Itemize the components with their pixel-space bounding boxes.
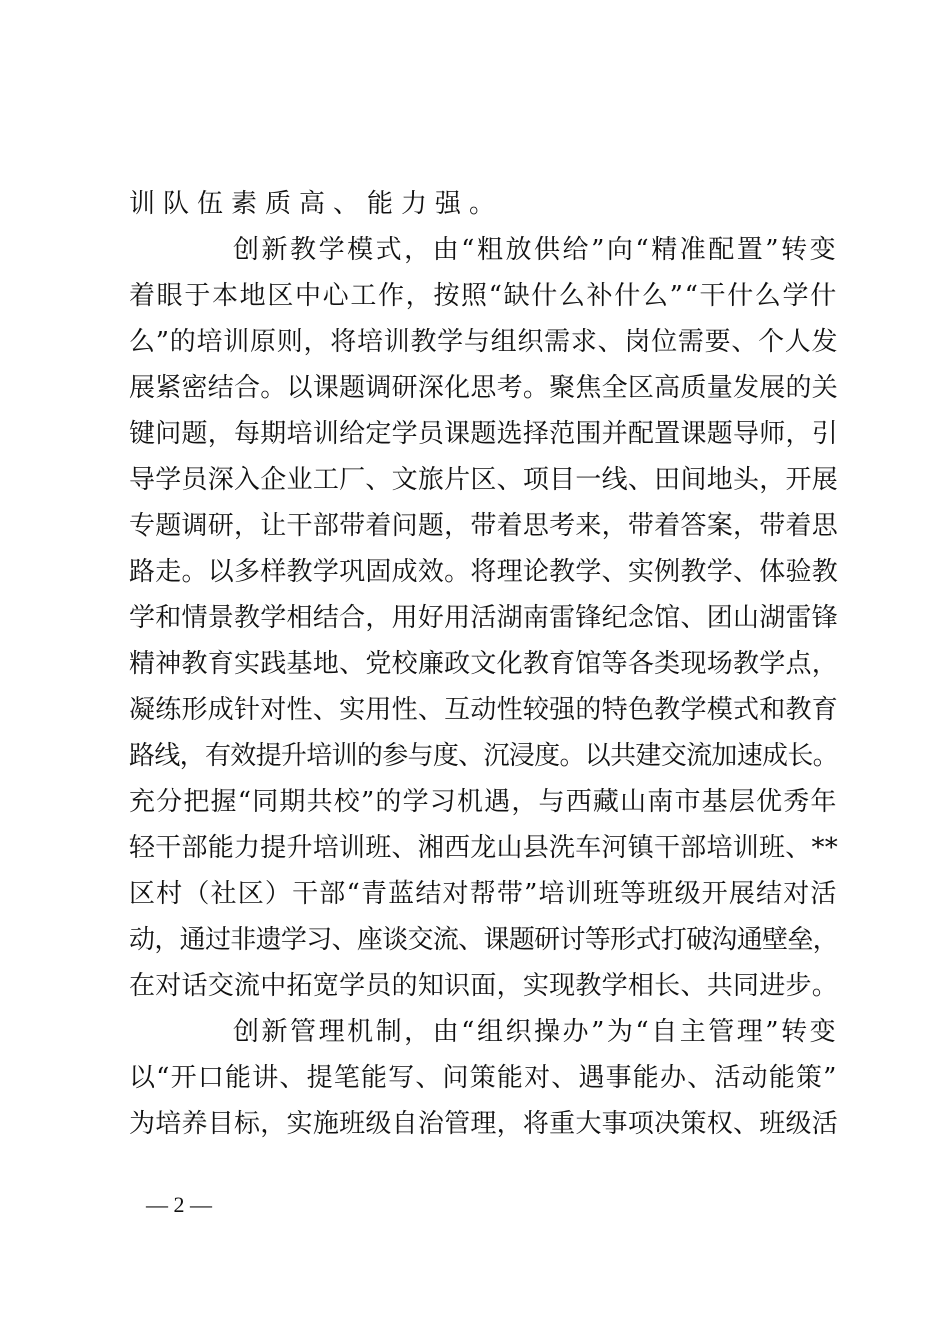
text-line: 么”的培训原则，将培训教学与组织需求、岗位需要、个人发 [129, 327, 839, 357]
text-line: 路走。以多样教学巩固成效。将理论教学、实例教学、体验教 [129, 557, 839, 587]
text-line: 专题调研，让干部带着问题，带着思考来，带着答案，带着思 [129, 511, 839, 541]
text-line: 区村（社区）干部“青蓝结对帮带”培训班等班级开展结对活 [129, 879, 838, 909]
text-line: 导学员深入企业工厂、文旅片区、项目一线、田间地头，开展 [129, 465, 839, 495]
text-line: 展紧密结合。以课题调研深化思考。聚焦全区高质量发展的关 [129, 373, 839, 403]
text-line: 键问题，每期培训给定学员课题选择范围并配置课题导师，引 [129, 419, 839, 449]
text-line: 路线，有效提升培训的参与度、沉浸度。以共建交流加速成长。 [129, 741, 839, 771]
page-number: — 2 — [146, 1192, 212, 1217]
text-line: 学和情景教学相结合，用好用活湖南雷锋纪念馆、团山湖雷锋 [129, 603, 839, 633]
text-line: 着眼于本地区中心工作，按照“缺什么补什么”“干什么学什 [129, 281, 838, 311]
text-line: 以“开口能讲、提笔能写、问策能对、遇事能办、活动能策” [129, 1063, 838, 1093]
text-line: 充分把握“同期共校”的学习机遇，与西藏山南市基层优秀年 [129, 787, 838, 817]
text-line: 轻干部能力提升培训班、湘西龙山县洗车河镇干部培训班、** [129, 833, 839, 863]
text-line: 动，通过非遗学习、座谈交流、课题研讨等形式打破沟通壁垒， [129, 925, 839, 955]
text-line: 在对话交流中拓宽学员的知识面，实现教学相长、共同进步。 [129, 971, 839, 1001]
text-line: 精神教育实践基地、党校廉政文化教育馆等各类现场教学点， [129, 649, 839, 679]
text-line: 训队伍素质高、能力强。 [129, 189, 504, 219]
section-heading: 创新管理机制，由“组织操办”为“自主管理”转变 [233, 1017, 839, 1047]
text-line: 为培养目标，实施班级自治管理，将重大事项决策权、班级活 [129, 1109, 839, 1139]
section-heading: 创新教学模式，由“粗放供给”向“精准配置”转变 [233, 235, 839, 265]
text-line: 凝练形成针对性、实用性、互动性较强的特色教学模式和教育 [129, 695, 839, 725]
